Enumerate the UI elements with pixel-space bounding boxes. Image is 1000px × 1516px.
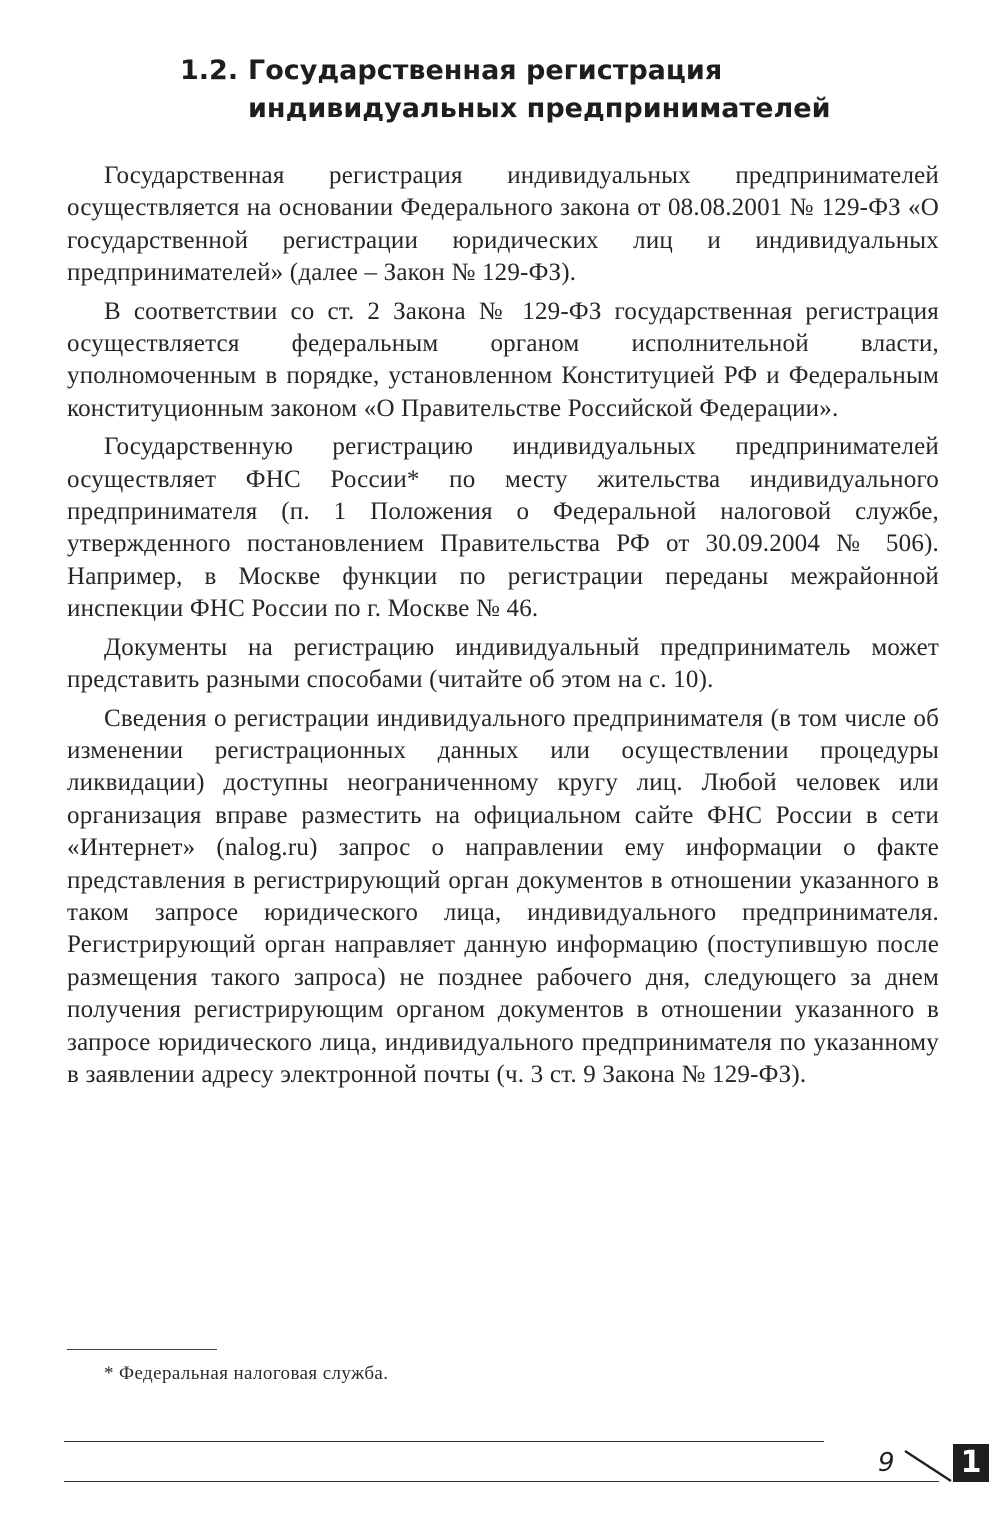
footer-rule-lower xyxy=(64,1481,939,1482)
paragraph: Государственная регистрация индивидуальных предпринимателей осуществляется на основании Федерального закона от 08.08.2001 № 129-ФЗ «О государственной регистрации юридических лиц и индивидуальных предпринимателей» (далее – Закон № 129-ФЗ). xyxy=(67,162,939,287)
section-number: 1.2. xyxy=(180,55,239,86)
section-title-line-1: Государственная регистрация xyxy=(248,55,723,86)
body-text xyxy=(67,160,939,1097)
section-heading xyxy=(180,52,940,128)
footnote-divider xyxy=(67,1349,217,1350)
paragraph: Документы на регистрацию индивидуальный предприниматель может представить разными способами (читайте об этом на с. 10). xyxy=(67,633,939,694)
paragraph: В соответствии со ст. 2 Закона № 129-ФЗ государственная регистрация осуществляется федеральным органом исполнительной власти, уполномоченным в порядке, установленном Конституцией РФ и Федеральным конституционным законом «О Правительстве Российской Федерации». xyxy=(67,297,939,422)
chapter-badge: 1 xyxy=(953,1444,989,1482)
section-title-line-2: индивидуальных предпринимателей xyxy=(248,93,831,124)
footnote: * Федеральная налоговая служба. xyxy=(104,1363,389,1384)
backslash-ornament-icon xyxy=(903,1449,953,1483)
paragraph: Сведения о регистрации индивидуального предпринимателя (в том числе об изменении регистрационных данных или осуществлении процедуры ликвидации) доступны неограниченному кругу лиц. Любой человек или организация вправе разместить на официальном сайте ФНС России в сети «Интернет» (nalog.ru) запрос о направлении ему информации о факте представления в регистрирующий орган документов в отношении указанного в таком запросе юридического лица, индивидуального предпринимателя. Регистрирующий орган направляет данную информацию (поступившую после размещения такого запроса) не позднее рабочего дня, следующего за днем получения регистрирующим органом документов в отношении указанного в запросе юридического лица, индивидуального предпринимателя по указанному в заявлении адресу электронной почты (ч. 3 ст. 9 Закона № 129-ФЗ). xyxy=(67,704,939,1088)
footer-rule-upper xyxy=(64,1441,824,1442)
paragraph: Государственную регистрацию индивидуальных предпринимателей осуществляет ФНС России* по месту жительства индивидуального предпринимателя (п. 1 Положения о Федеральной налоговой службе, утвержденного постановлением Правительства РФ от 30.09.2004 № 506). Например, в Москве функции по регистрации переданы межрайонной инспекции ФНС России по г. Москве № 46. xyxy=(67,433,939,623)
page-number: 9 xyxy=(878,1448,895,1478)
